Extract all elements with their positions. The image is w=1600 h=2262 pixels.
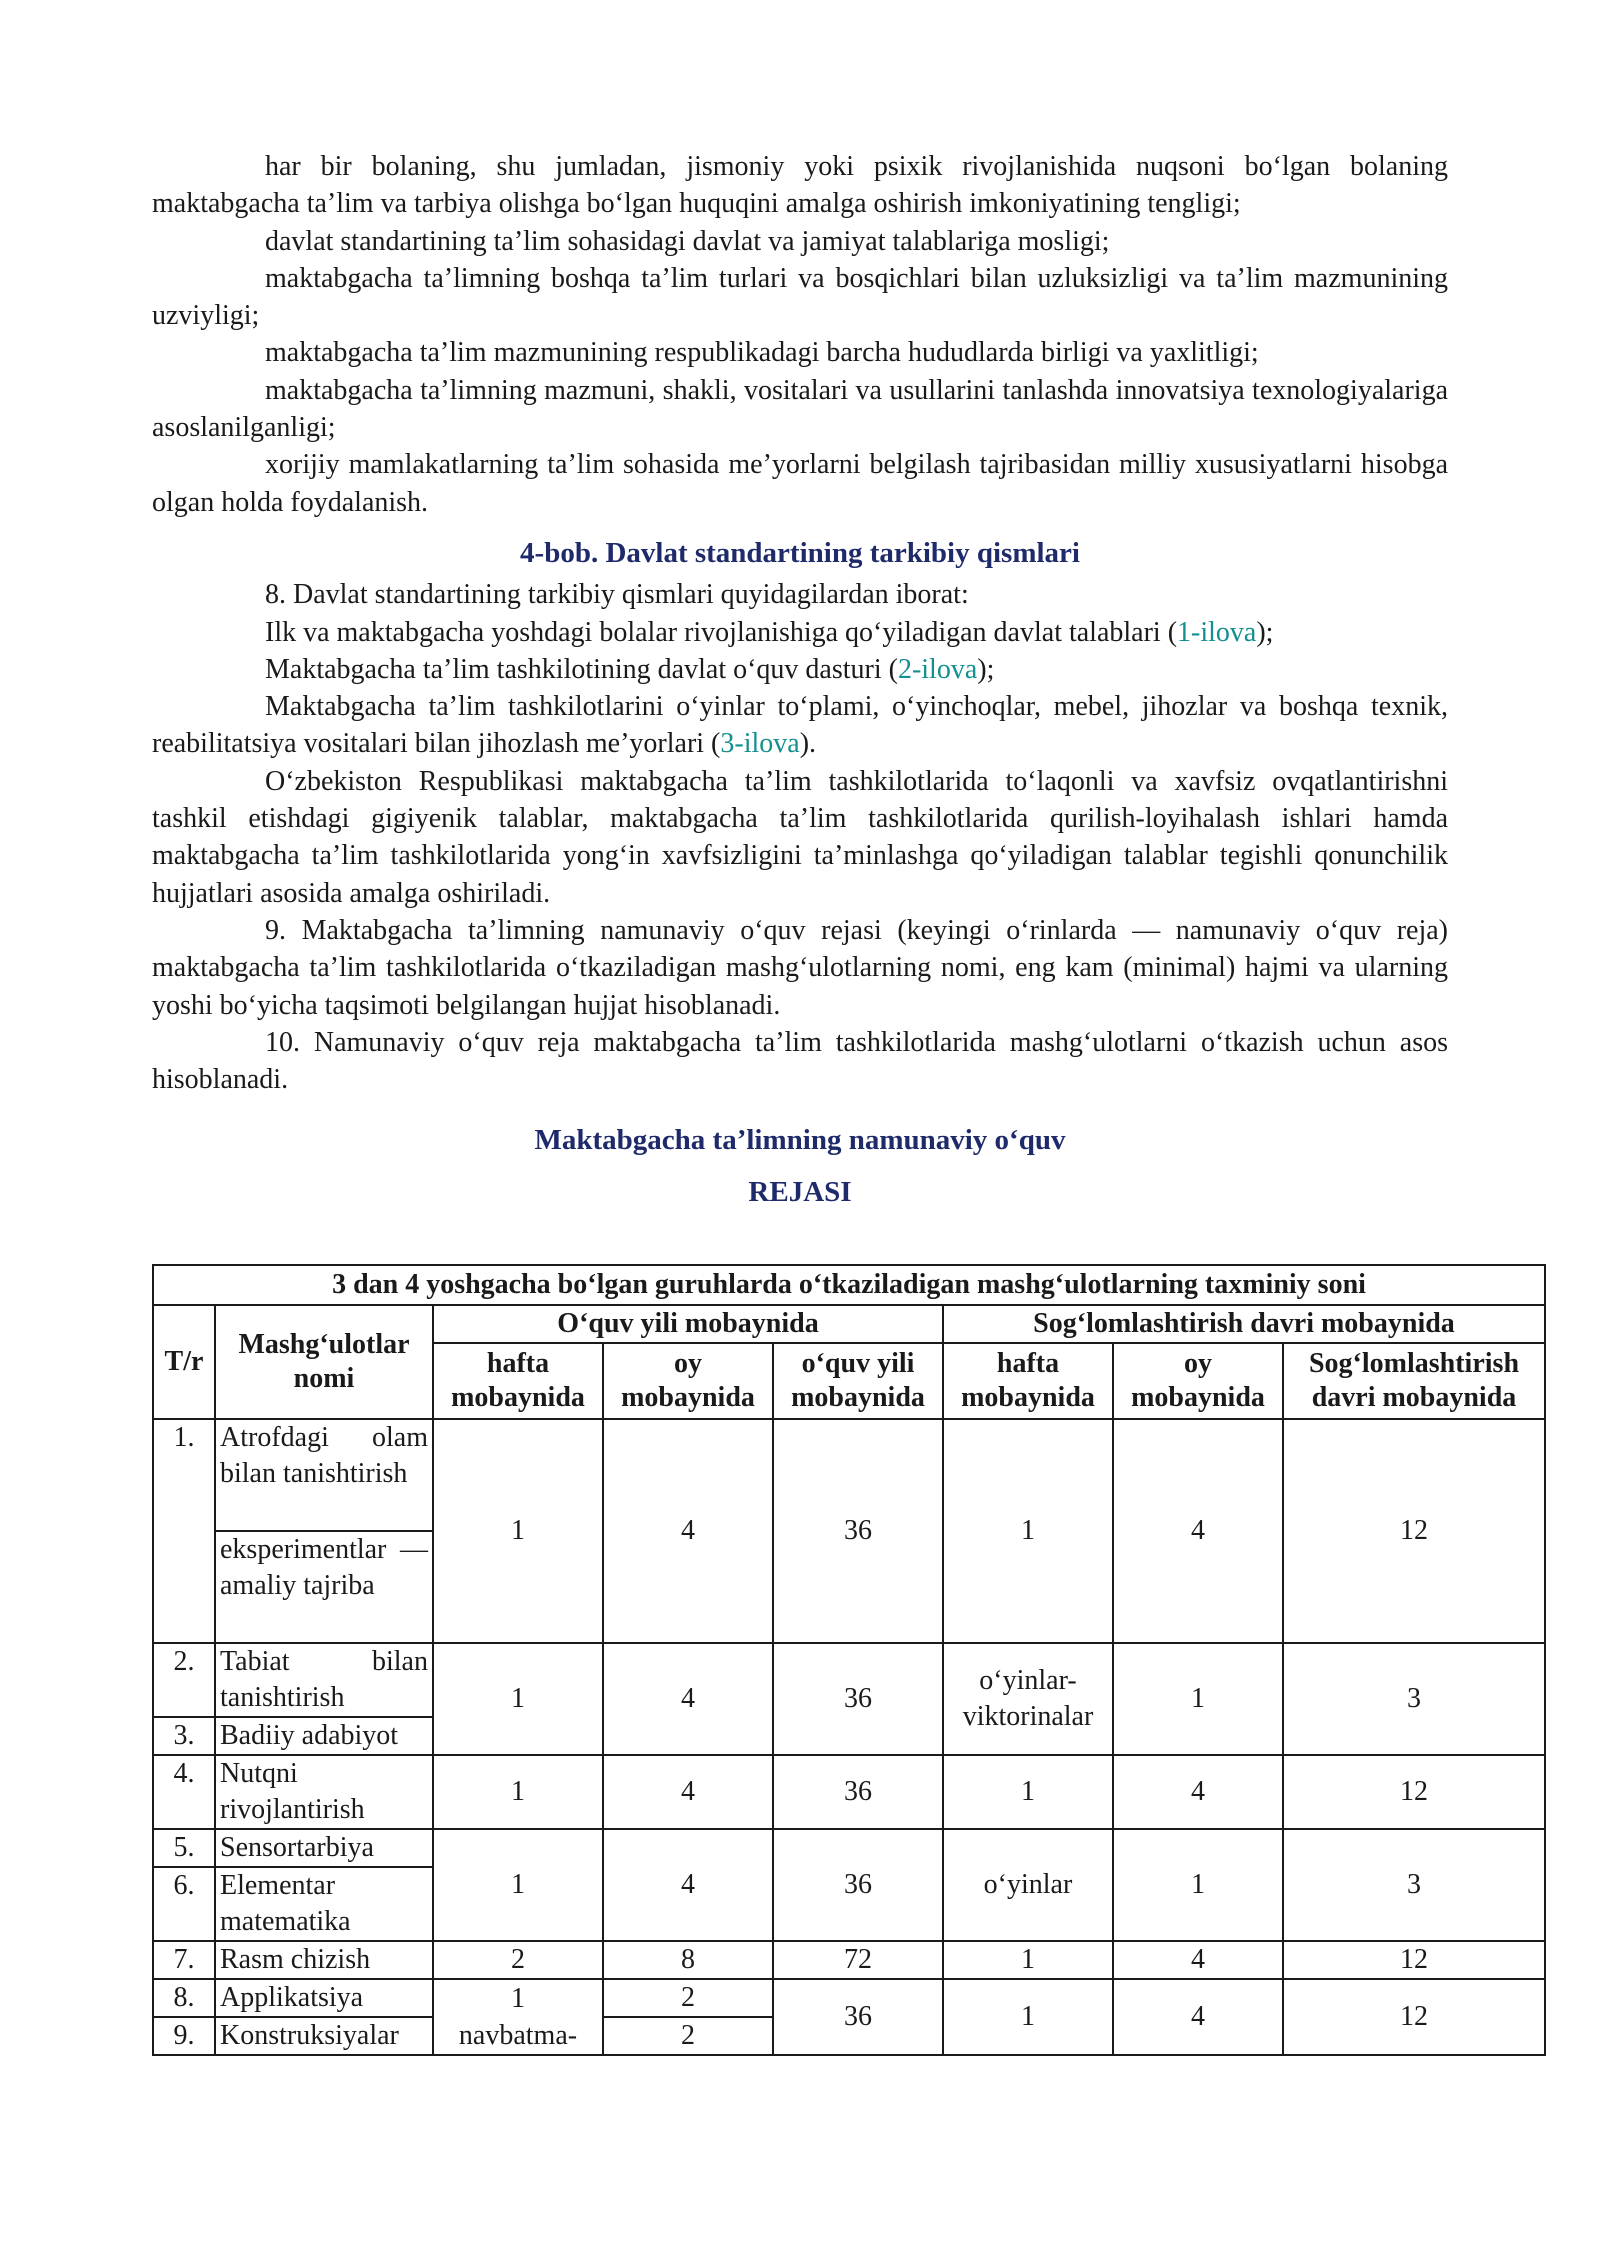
table-caption: 3 dan 4 yoshgacha bo‘lgan guruhlarda o‘tkaziladigan mashg‘ulotlarning taxminiy soni [153, 1265, 1545, 1305]
cell-week-health: 1 [943, 1755, 1113, 1829]
cell-month-health: 1 [1113, 1643, 1283, 1755]
cell-month: 4 [603, 1419, 773, 1643]
header-week-health: hafta mobaynida [943, 1343, 1113, 1419]
activity-name-text: Atrofdagi olam bilan tanishtirish [220, 1422, 428, 1489]
header-group-health: Sog‘lomlashtirish davri mobaynida [943, 1305, 1545, 1343]
cell-week-health: 1 [943, 1419, 1113, 1643]
activity-name-text: eksperimentlar — amaliy tajriba [220, 1534, 428, 1601]
cell-month-health: 1 [1113, 1829, 1283, 1941]
row-number: 9. [153, 2017, 215, 2055]
item-2-end: ); [977, 653, 995, 685]
cell-month: 4 [603, 1755, 773, 1829]
header-month: oy mobaynida [603, 1343, 773, 1419]
cell-month-health: 4 [1113, 1755, 1283, 1829]
annex-1-link[interactable]: 1-ilova [1177, 616, 1257, 648]
activity-name: Elementar matematika [215, 1867, 433, 1941]
document-page [152, 148, 1448, 1225]
item-3-text: Maktabgacha ta’lim tashkilotlarini o‘yinlar to‘plami, o‘yinchoqlar, mebel, jihozlar va boshqa texnik, reabilitatsiya vositalari bilan jihozlash me’yorlari ( [152, 691, 1448, 760]
row-number: 6. [153, 1867, 215, 1941]
header-tr: T/r [153, 1305, 215, 1419]
annex-3-link[interactable]: 3-ilova [720, 728, 800, 760]
cell-year: 36 [773, 1829, 943, 1941]
cell-health-period: 12 [1283, 1419, 1545, 1643]
section-8-intro: 8. Davlat standartining tarkibiy qismlari quyidagilardan iborat: [265, 579, 969, 611]
cell-month: 8 [603, 1941, 773, 1979]
cell-month-health: 4 [1113, 1979, 1283, 2055]
section-8-item-1 [152, 614, 1448, 651]
activity-name [215, 1531, 433, 1643]
section-9: 9. Maktabgacha ta’limning namunaviy o‘quv rejasi (keyingi o‘rinlarda — namunaviy o‘quv reja) maktabgacha ta’lim tashkilotlarida o‘tkaziladigan mashg‘ulotlarning nomi, eng kam (minimal) hajmi va ularning yoshi bo‘yicha taqsimoti belgilangan hujjat hisoblanadi. [152, 914, 1448, 1021]
cell-week: 1 [433, 1755, 603, 1829]
cell-year: 36 [773, 1979, 943, 2055]
activity-name: Badiiy adabiyot [215, 1717, 433, 1755]
paragraph-standard-compliance: davlat standartining ta’lim sohasidagi davlat va jamiyat talablariga mosligi; [265, 225, 1110, 257]
cell-year: 36 [773, 1643, 943, 1755]
row-number: 5. [153, 1829, 215, 1867]
plan-title: Maktabgacha ta’limning namunaviy o‘quv [534, 1124, 1066, 1157]
cell-week-health: 1 [943, 1979, 1113, 2055]
cell-health-period: 3 [1283, 1829, 1545, 1941]
activity-name [215, 1643, 433, 1717]
paragraph-unity: maktabgacha ta’lim mazmunining respublikadagi barcha hududlarda birligi va yaxlitligi; [265, 337, 1259, 369]
cell-health-period: 12 [1283, 1941, 1545, 1979]
cell-week: 1 [433, 1979, 603, 2017]
cell-week-health: o‘yinlar-viktorinalar [943, 1643, 1113, 1755]
activity-name [215, 1419, 433, 1531]
paragraph-innovation: maktabgacha ta’limning mazmuni, shakli, vositalari va usullarini tanlashda innovatsiya texnologiyalariga asoslanilganligi; [152, 374, 1448, 444]
cell-month: 4 [603, 1829, 773, 1941]
row-number: 1. [153, 1419, 215, 1643]
cell-week-health: 1 [943, 1941, 1113, 1979]
item-3-end: ). [799, 728, 817, 760]
cell-month-health: 4 [1113, 1941, 1283, 1979]
cell-year: 36 [773, 1755, 943, 1829]
header-year: o‘quv yili mobaynida [773, 1343, 943, 1419]
section-8-item-4: O‘zbekiston Respublikasi maktabgacha ta’lim tashkilotlarida to‘laqonli va xavfsiz ovqatlantirishni tashkil etishdagi gigiyenik talablar, maktabgacha ta’lim tashkilotlarida qurilish-loyihalash ishlari hamda maktabgacha ta’lim tashkilotlarida yong‘in xavfsizligini ta’minlashga qo‘yiladigan talablar tegishli qonunchilik hujjatlari asosida amalga oshiriladi. [152, 765, 1448, 909]
header-week: hafta mobaynida [433, 1343, 603, 1419]
annex-2-link[interactable]: 2-ilova [897, 653, 978, 685]
row-number: 7. [153, 1941, 215, 1979]
activity-name: Konstruksiyalar [215, 2017, 433, 2055]
cell-week: 1 [433, 1419, 603, 1643]
cell-week: 2 [433, 1941, 603, 1979]
header-name: Mashg‘ulotlar nomi [215, 1305, 433, 1419]
row-number: 8. [153, 1979, 215, 2017]
item-1-end: ); [1256, 616, 1274, 648]
cell-health-period: 3 [1283, 1643, 1545, 1755]
activity-name: Applikatsiya [215, 1979, 433, 2017]
header-group-year: O‘quv yili mobaynida [433, 1305, 943, 1343]
paragraph-equality: har bir bolaning, shu jumladan, jismoniy yoki psixik rivojlanishida nuqsoni bo‘lgan bolaning maktabgacha ta’lim va tarbiya olishga bo‘lgan huquqini amalga oshirish imkoniyatining tengligi; [152, 151, 1448, 220]
header-health-period: Sog‘lomlashtirish davri mobaynida [1283, 1343, 1545, 1419]
cell-month-health: 4 [1113, 1419, 1283, 1643]
paragraph-continuity: maktabgacha ta’limning boshqa ta’lim turlari va bosqichlari bilan uzluksizligi va ta’lim mazmunining uzviyligi; [152, 262, 1448, 332]
cell-health-period: 12 [1283, 1755, 1545, 1829]
section-8-item-2 [152, 651, 1448, 688]
activity-name: Nutqni rivojlantirish [215, 1755, 433, 1829]
cell-month: 2 [603, 1979, 773, 2017]
cell-year: 36 [773, 1419, 943, 1643]
curriculum-table [152, 1264, 1546, 2056]
row-number: 3. [153, 1717, 215, 1755]
cell-week: 1 [433, 1643, 603, 1755]
activity-name: Sensortarbiya [215, 1829, 433, 1867]
plan-subtitle: REJASI [748, 1175, 852, 1208]
row-number: 4. [153, 1755, 215, 1829]
activity-name-text: Tabiat bilan tanishtirish [220, 1646, 428, 1713]
item-1-text: Ilk va maktabgacha yoshdagi bolalar rivojlanishiga qo‘yiladigan davlat talablari ( [265, 616, 1178, 648]
section-8-item-3 [152, 688, 1448, 763]
cell-week-health: o‘yinlar [943, 1829, 1113, 1941]
cell-week: 1 [433, 1829, 603, 1941]
cell-week: navbatma- [433, 2017, 603, 2055]
chapter-heading: 4-bob. Davlat standartining tarkibiy qismlari [520, 536, 1080, 569]
cell-year: 72 [773, 1941, 943, 1979]
paragraph-foreign-experience: xorijiy mamlakatlarning ta’lim sohasida me’yorlarni belgilash tajribasidan milliy xususiyatlarni hisobga olgan holda foydalanish. [152, 449, 1448, 518]
cell-month: 2 [603, 2017, 773, 2055]
section-10: 10. Namunaviy o‘quv reja maktabgacha ta’lim tashkilotlarida mashg‘ulotlarni o‘tkazish uchun asos hisoblanadi. [152, 1026, 1448, 1096]
activity-name: Rasm chizish [215, 1941, 433, 1979]
row-number: 2. [153, 1643, 215, 1717]
item-2-text: Maktabgacha ta’lim tashkilotining davlat o‘quv dasturi ( [265, 653, 898, 685]
cell-health-period: 12 [1283, 1979, 1545, 2055]
cell-month: 4 [603, 1643, 773, 1755]
header-month-health: oy mobaynida [1113, 1343, 1283, 1419]
